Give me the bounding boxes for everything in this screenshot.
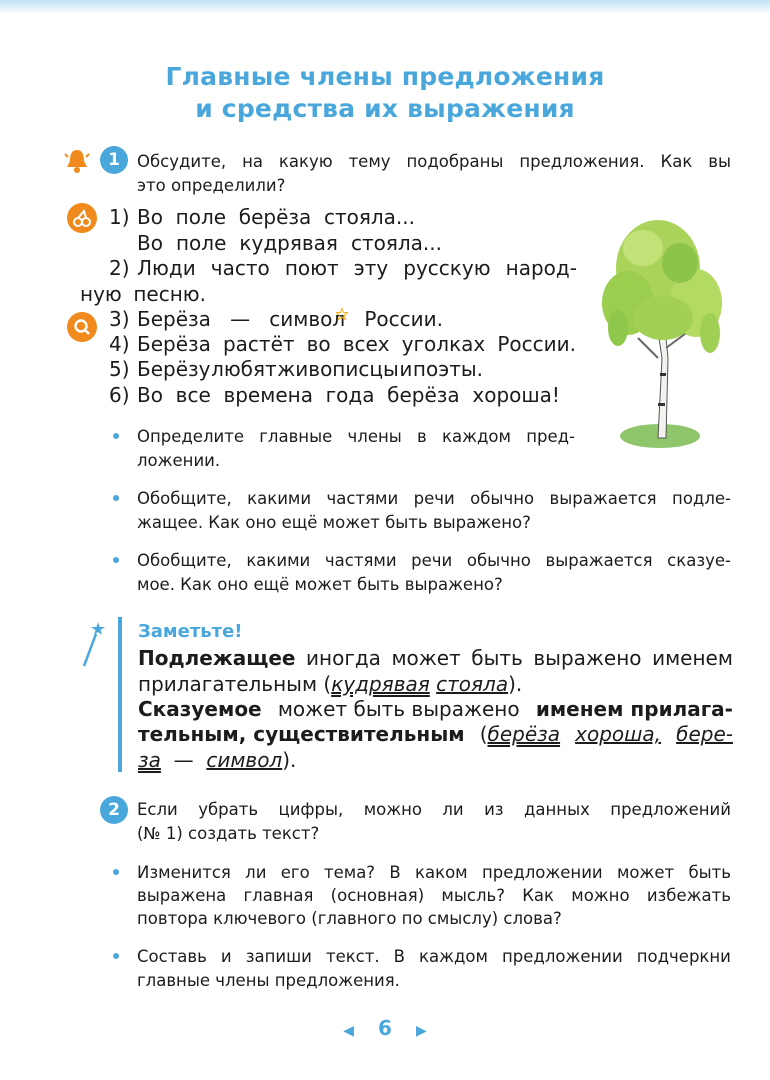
sentence-4: Берёза растёт во всех уголках России.: [137, 332, 576, 356]
sentence-6: Во все времена года берёза хороша!: [137, 383, 560, 407]
bullet-dot: [113, 953, 119, 959]
sentence-2b: ную песню.: [80, 282, 206, 306]
prev-page-arrow[interactable]: ◀: [343, 1023, 355, 1039]
task1-bullet2-line2: жащее. Как оно ещё может быть выражено?: [137, 513, 531, 532]
task2-bullet1-line2: выражена главная (основная) мысль? Как можно избежать: [137, 886, 731, 905]
task1-bullet1-line2: ложении.: [137, 451, 221, 470]
top-decor-band: [0, 0, 770, 14]
task2-bullet1-line3: повтора ключевого (главного по смыслу) слова?: [137, 909, 562, 928]
task1-bullet3-line2: мое. Как оно ещё может быть выражено?: [137, 575, 503, 594]
page-title-line2: и средства их выражения: [195, 94, 575, 123]
page-navigation: [0, 1016, 770, 1040]
task2-question-line1: Если убрать цифры, можно ли из данных предложений: [137, 800, 731, 819]
sentence-number: 4): [109, 332, 130, 356]
note-marker-bar: [118, 617, 122, 772]
bullet-dot: [113, 433, 119, 439]
note-p2-line2: тельным, существительным (берёза хороша, бере-: [138, 722, 733, 746]
note-p2-line1: Сказуемое может быть выражено именем прилага-: [138, 697, 733, 721]
note-p1-line2: прилагательным (кудрявая стояла).: [138, 672, 523, 696]
bullet-dot: [113, 495, 119, 501]
magnifier-icon: [67, 312, 97, 342]
note-p2-line3: за — символ).: [138, 748, 297, 772]
sentence-3: Берёза — символ России.: [137, 307, 443, 331]
task2-bullet2-line2: главные члены предложения.: [137, 971, 400, 990]
sentence-5: Берёзу любят живописцы и поэты.: [137, 357, 483, 381]
task1-bullet2-line1: Обобщите, какими частями речи обычно выражается подле-: [137, 489, 731, 508]
next-page-arrow[interactable]: ▶: [415, 1023, 427, 1039]
note-heading: Заметьте!: [138, 621, 243, 642]
cherry-icon: [67, 203, 97, 233]
sentence-2a: Люди часто поют эту русскую народ-: [137, 256, 577, 280]
sentence-1b: Во поле кудрявая стояла...: [137, 231, 442, 255]
bullet-dot: [113, 557, 119, 563]
bell-icon: [62, 146, 92, 176]
sentence-number: 2): [109, 256, 130, 280]
sentence-number: 1): [109, 205, 130, 229]
page-number: 6: [378, 1016, 392, 1040]
task2-question-line2: (№ 1) создать текст?: [137, 824, 320, 843]
task2-bullet1-line1: Изменится ли его тема? В каком предложении может быть: [137, 863, 731, 882]
task2-bullet2-line1: Составь и запиши текст. В каждом предложении подчеркни: [137, 947, 731, 966]
note-p1-line1: Подлежащее иногда может быть выражено именем: [138, 646, 733, 670]
task1-bullet3-line1: Обобщите, какими частями речи обычно выражается сказуе-: [137, 551, 731, 570]
task1-question-line2: это определили?: [137, 176, 286, 195]
page-title-line1: Главные члены предложения: [165, 62, 605, 91]
bullet-dot: [113, 869, 119, 875]
star-icon: [336, 305, 348, 317]
birch-tree-illustration: [598, 208, 730, 453]
task-number-badge: 2: [100, 796, 128, 824]
wand-icon: [78, 620, 106, 668]
sentence-1a: Во поле берёза стояла...: [137, 205, 415, 229]
sentence-number: 3): [109, 307, 130, 331]
task1-question-line1: Обсудите, на какую тему подобраны предложения. Как вы: [137, 152, 731, 171]
task1-bullet1-line1: Определите главные члены в каждом пред-: [137, 427, 575, 446]
sentence-number: 6): [109, 383, 130, 407]
task-number-badge: 1: [100, 146, 128, 174]
sentence-number: 5): [109, 357, 130, 381]
